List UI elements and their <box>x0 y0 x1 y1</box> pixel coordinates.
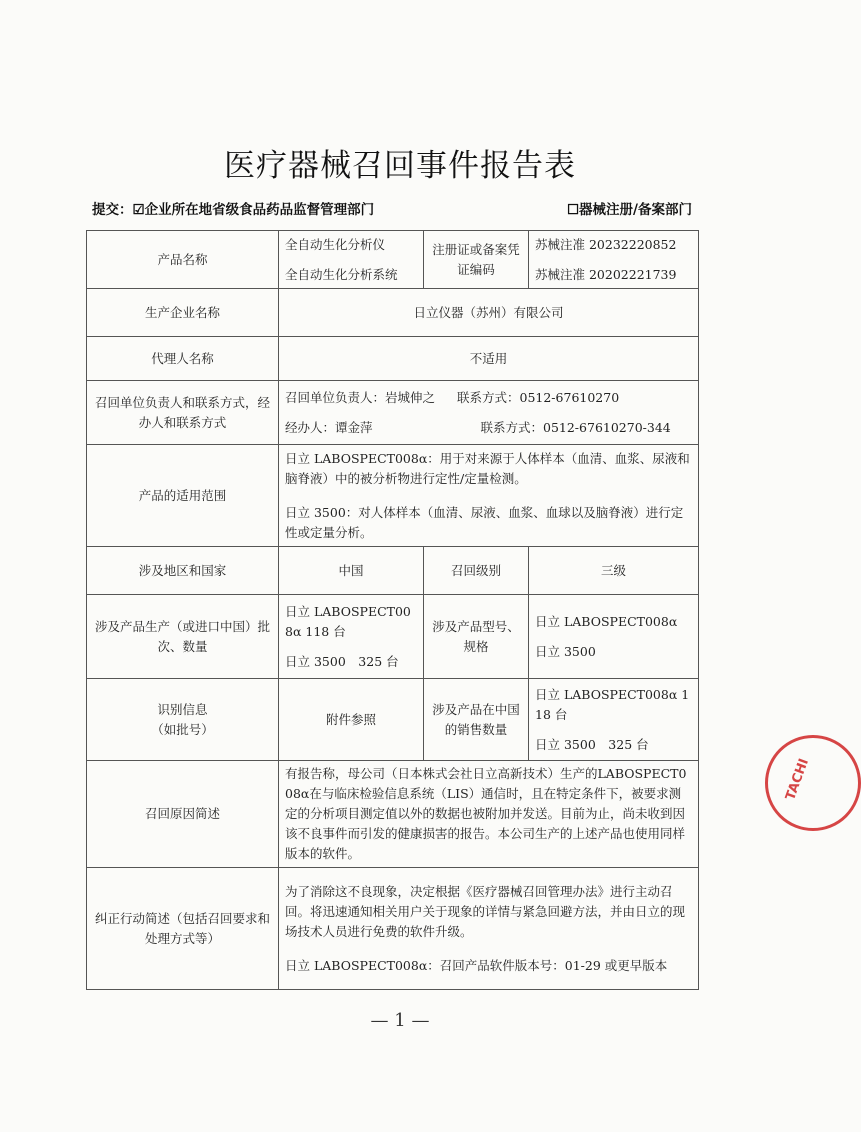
reg-numbers <box>529 231 699 289</box>
row-product <box>87 231 699 289</box>
submit-right: ☐器械注册/备案部门 <box>566 202 692 218</box>
manufacturer-value: 日立仪器（苏州）有限公司 <box>279 289 699 337</box>
contact-head-name: 召回单位负责人：岩城伸之 <box>285 389 436 405</box>
contact-head-phone: 联系方式：0512-67610270 <box>457 389 620 405</box>
row-manufacturer <box>87 289 699 337</box>
agent-label: 代理人名称 <box>87 337 279 381</box>
row-region <box>87 547 699 595</box>
row-contact <box>87 381 699 445</box>
row-batch <box>87 595 699 679</box>
seal-text: TACHI <box>783 756 813 803</box>
action-values <box>279 868 699 990</box>
product-name-1: 全自动生化分析仪 <box>285 236 386 252</box>
action-paragraph-1: 为了消除这不良现象，决定根据《医疗器械召回管理办法》进行主动召回。将迅速通知相关用户关于现象的详情与紧急回避方法，并由日立的现场技术人员进行免费的软件升级。 <box>285 883 686 939</box>
ident-value: 附件参照 <box>279 679 424 761</box>
scope-paragraph-2: 日立 3500：对人体样本（血清、尿液、血浆、血球以及脑脊液）进行定性或定量分析。 <box>285 504 684 540</box>
scope-values <box>279 445 699 547</box>
batch-item-2: 日立 3500 325 台 <box>285 653 399 669</box>
batch-values <box>279 595 424 679</box>
reg-number-1: 苏械注准 20232220852 <box>535 236 677 252</box>
scope-label: 产品的适用范围 <box>87 445 279 547</box>
sales-item-2: 日立 3500 325 台 <box>535 736 649 752</box>
contact-label: 召回单位负责人和联系方式，经办人和联系方式 <box>87 381 279 445</box>
contact-handler-name: 经办人：谭金萍 <box>285 419 373 435</box>
model-item-1: 日立 LABOSPECT008α <box>535 613 678 629</box>
submit-left: 提交：☑企业所在地省级食品药品监督管理部门 <box>92 202 375 218</box>
contact-line-1 <box>285 388 692 408</box>
sales-item-1: 日立 LABOSPECT008α 118 台 <box>535 686 690 722</box>
region-label: 涉及地区和国家 <box>87 547 279 595</box>
reason-label: 召回原因简述 <box>87 761 279 868</box>
sales-label: 涉及产品在中国的销售数量 <box>424 679 529 761</box>
recall-level-label: 召回级别 <box>424 547 529 595</box>
sales-values <box>529 679 699 761</box>
reg-number-2: 苏械注准 20202221739 <box>535 266 677 282</box>
agent-value: 不适用 <box>279 337 699 381</box>
row-agent <box>87 337 699 381</box>
row-scope <box>87 445 699 547</box>
ident-label-line-2: （如批号） <box>151 721 214 737</box>
reg-label: 注册证或备案凭证编码 <box>424 231 529 289</box>
contact-values <box>279 381 699 445</box>
page-number: — 1 — <box>370 1010 430 1031</box>
recall-level-value: 三级 <box>529 547 699 595</box>
row-reason <box>87 761 699 868</box>
product-name-2: 全自动生化分析系统 <box>285 266 398 282</box>
manufacturer-label: 生产企业名称 <box>87 289 279 337</box>
scope-paragraph-1: 日立 LABOSPECT008α：用于对来源于人体样本（血清、血浆、尿液和脑脊液）中的被分析物进行定性/定量检测。 <box>285 450 690 486</box>
company-seal <box>765 735 861 831</box>
action-label: 纠正行动简述（包括召回要求和处理方式等） <box>87 868 279 990</box>
ident-label <box>87 679 279 761</box>
ident-label-line-1: 识别信息 <box>157 701 208 717</box>
product-names <box>279 231 424 289</box>
action-paragraph-2: 日立 LABOSPECT008α：召回产品软件版本号：01-29 或更早版本 <box>285 957 668 973</box>
recall-report-table <box>86 230 699 990</box>
contact-handler-phone: 联系方式：0512-67610270-344 <box>480 419 671 435</box>
reason-text: 有报告称，母公司（日本株式会社日立高新技术）生产的LABOSPECT008α在与临床检验信息系统（LIS）通信时，且在特定条件下，被要求测定的分析项目测定值以外的数据也被附加并发送。目前为止，尚未收到因该不良事件而引发的健康损害的报告。本公司生产的上述产品也使用同样版本的软件。 <box>279 761 699 868</box>
model-label: 涉及产品型号、规格 <box>424 595 529 679</box>
product-label: 产品名称 <box>87 231 279 289</box>
row-ident <box>87 679 699 761</box>
model-item-2: 日立 3500 <box>535 643 596 659</box>
submit-line <box>92 198 692 218</box>
batch-label: 涉及产品生产（或进口中国）批次、数量 <box>87 595 279 679</box>
model-values <box>529 595 699 679</box>
batch-item-1: 日立 LABOSPECT008α 118 台 <box>285 603 411 639</box>
region-value: 中国 <box>279 547 424 595</box>
contact-line-2 <box>285 418 692 438</box>
page-title: 医疗器械召回事件报告表 <box>224 148 576 184</box>
row-action <box>87 868 699 990</box>
